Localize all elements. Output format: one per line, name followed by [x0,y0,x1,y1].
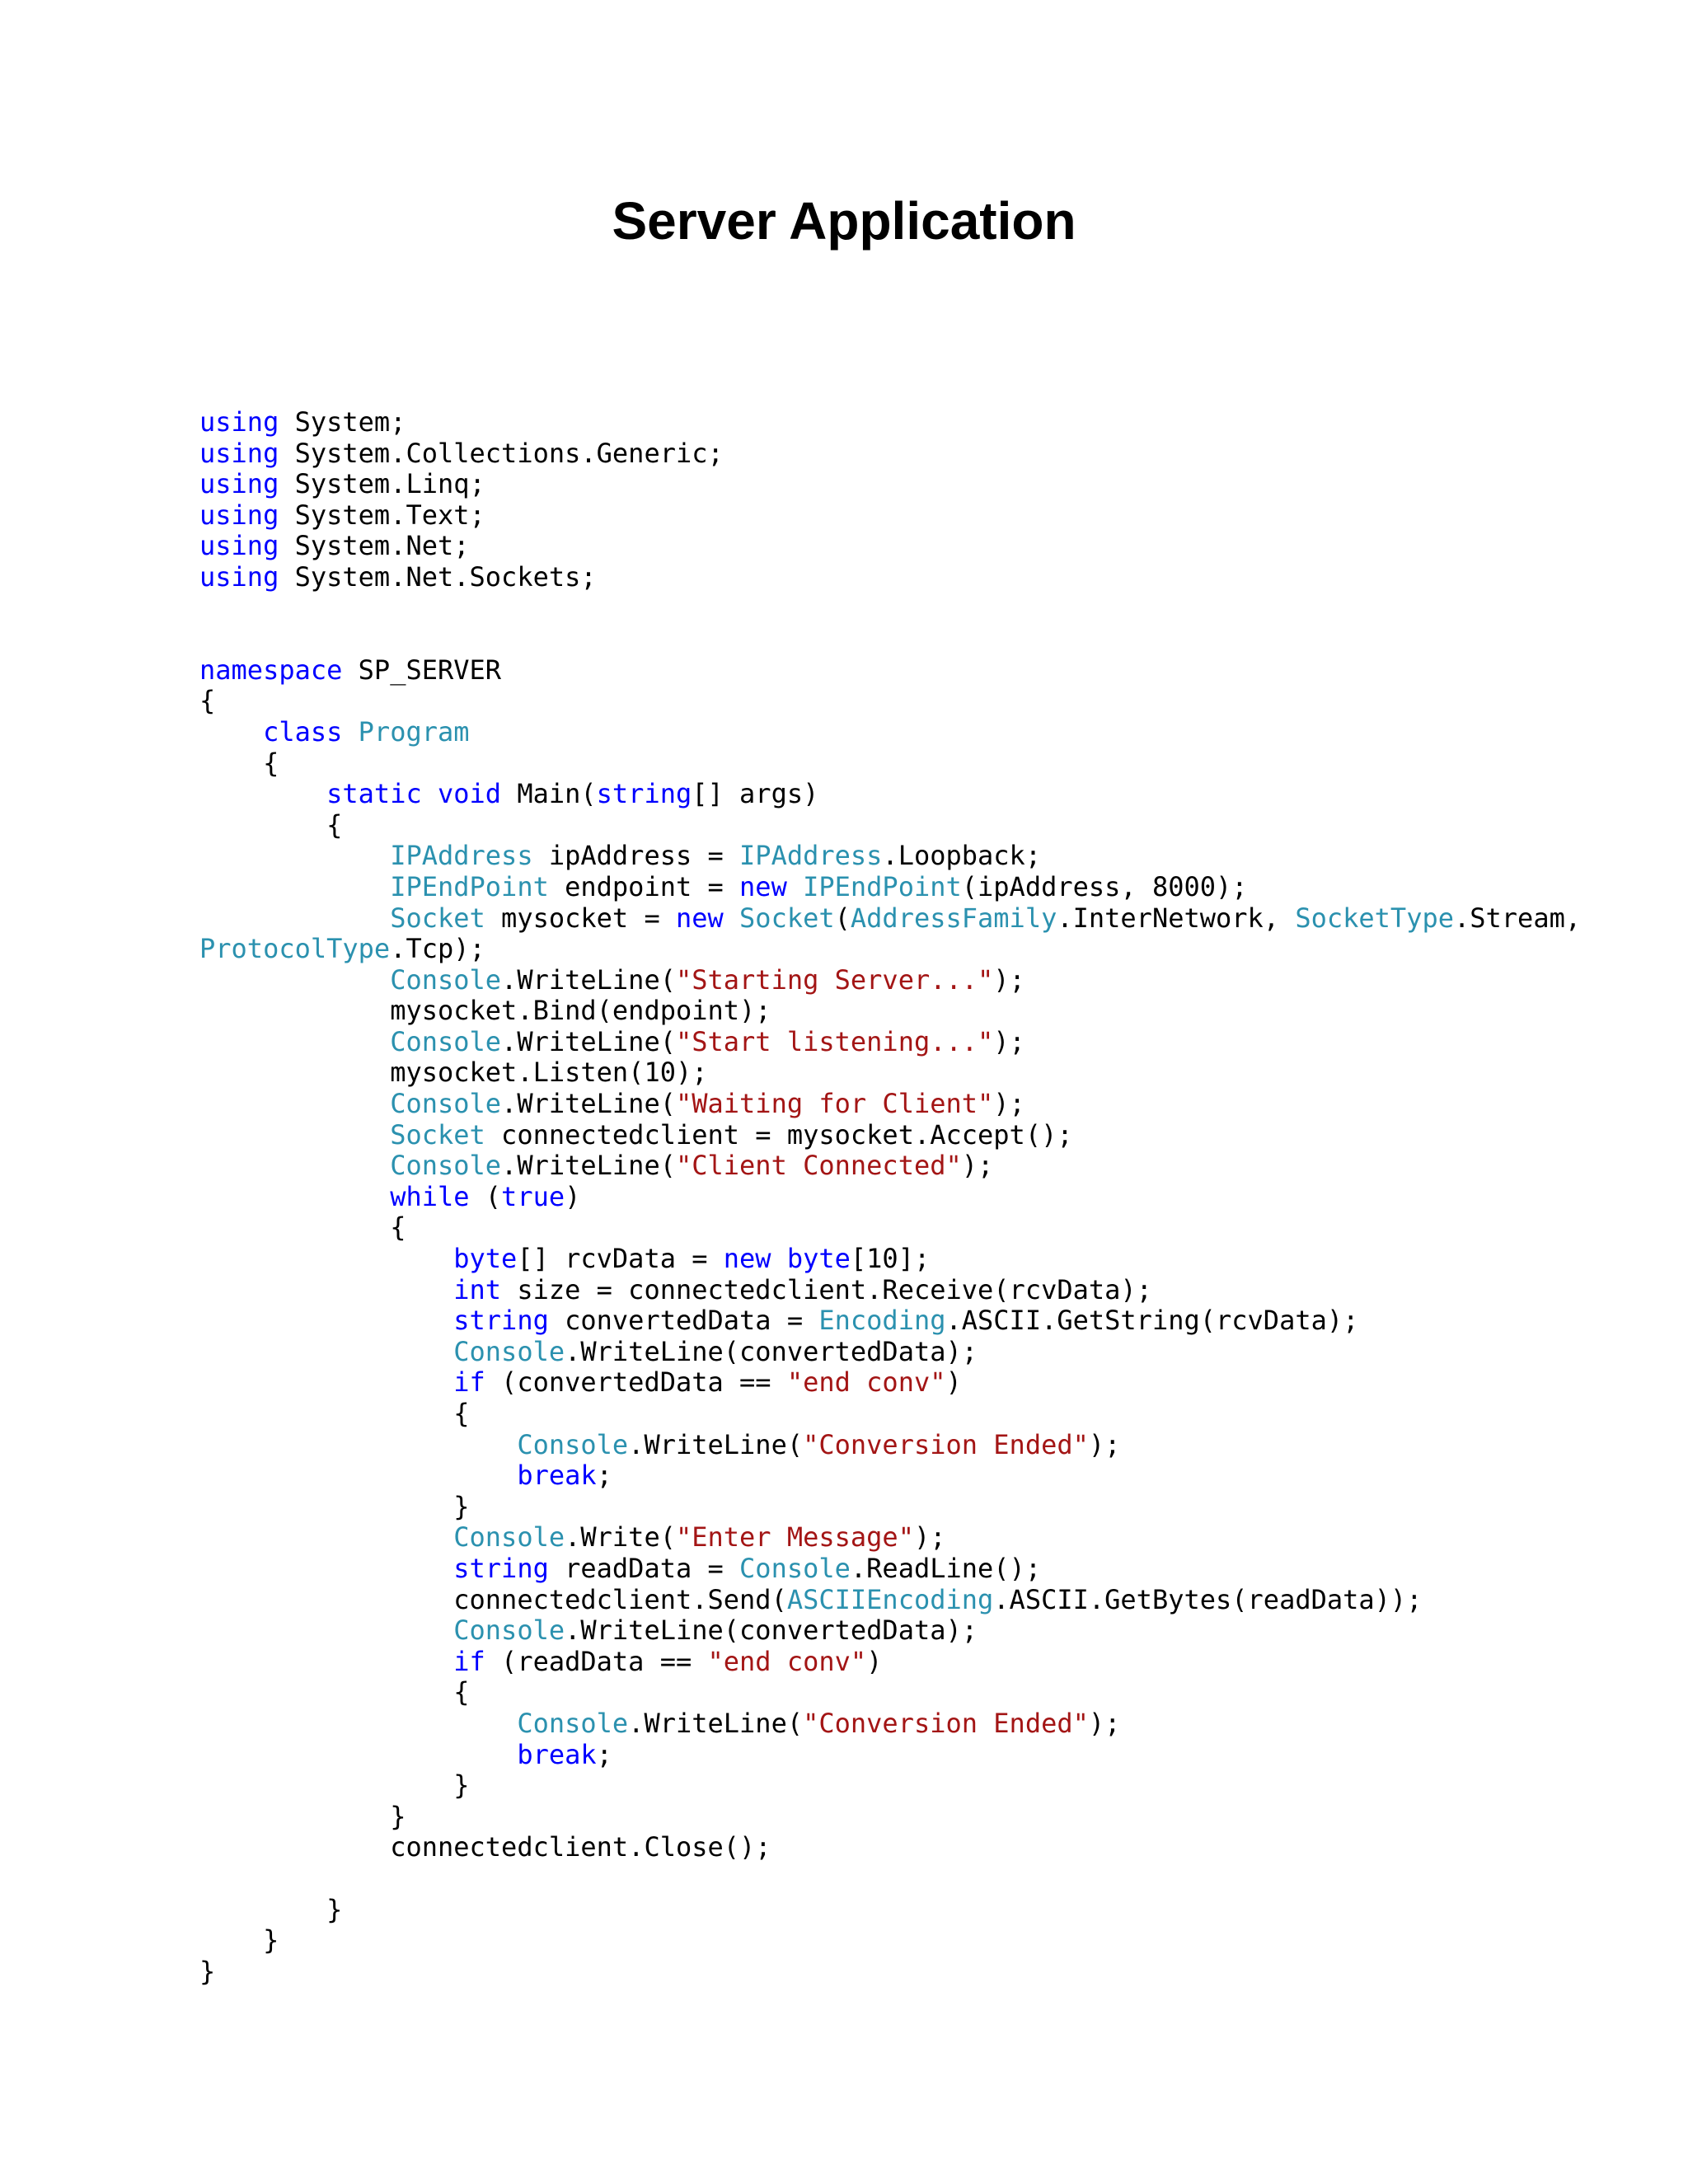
code-text: ; [596,1460,612,1492]
code-keyword: namespace [199,654,343,686]
code-line [199,1057,1683,1089]
code-keyword: int [453,1273,502,1305]
code-line [199,1708,1683,1740]
code-line [199,655,1683,687]
code-text: mysocket.Bind(endpoint); [199,995,771,1027]
code-text: SP_SERVER [342,654,502,686]
code-type-name: Console [390,1025,502,1057]
code-type-name: Console [517,1428,629,1460]
code-text: ); [913,1521,946,1554]
code-type-name: Program [358,715,470,748]
code-text: connectedclient.Close(); [199,1831,771,1863]
code-line [199,1151,1683,1182]
code-line [199,469,1683,500]
code-text: System.Text; [279,499,485,531]
code-text: size = connectedclient.Receive(rcvData); [501,1273,1152,1305]
code-keyword: string [596,778,692,810]
code-keyword: using [199,499,279,531]
code-string: "Enter Message" [675,1521,914,1554]
code-type-name: IPAddress [390,840,533,872]
code-text: .ASCII.GetBytes(readData)); [993,1583,1423,1615]
code-keyword: new [739,870,787,902]
code-line [199,1863,1683,1895]
code-text: .WriteLine( [501,1088,676,1120]
code-text [199,840,390,871]
code-type-name: IPEndPoint [390,870,549,902]
code-text: ); [1088,1707,1121,1739]
code-text [199,1243,453,1274]
code-line [199,1957,1683,1988]
code-text: { [199,1212,406,1244]
code-keyword: string [453,1305,549,1337]
code-text: ( [834,902,851,934]
code-line [199,1120,1683,1151]
code-type-name: Socket [390,1118,485,1151]
code-text: ); [993,1088,1025,1120]
code-keyword: using [199,560,279,593]
code-line [199,407,1683,438]
code-text [199,1615,453,1646]
code-line [199,686,1683,717]
code-keyword: using [199,530,279,562]
code-line [199,1554,1683,1585]
code-line [199,1740,1683,1771]
code-text: Main( [501,778,597,810]
code-listing [199,407,1683,1987]
code-line [199,810,1683,841]
code-text: ( [469,1180,502,1212]
code-line [199,438,1683,470]
code-line [199,1460,1683,1492]
code-keyword: while [390,1180,470,1212]
code-type-name: AddressFamily [850,902,1057,934]
code-text [787,871,803,902]
code-text [199,1739,517,1770]
code-text: .ASCII.GetString(rcvData); [945,1305,1359,1337]
code-keyword: using [199,468,279,500]
code-line [199,1244,1683,1275]
code-keyword: void [437,778,502,810]
code-text: { [199,747,279,779]
code-text [771,1243,787,1274]
code-line [199,1399,1683,1430]
code-line [199,624,1683,655]
code-keyword: class [263,715,343,748]
code-line [199,934,1683,965]
code-type-name: Console [739,1552,851,1584]
code-keyword: string [453,1552,549,1584]
code-keyword: using [199,406,279,438]
code-text [199,1119,390,1151]
code-text [199,1460,517,1491]
code-text: .WriteLine( [628,1707,804,1739]
code-line [199,1089,1683,1120]
code-text: } [199,1800,406,1832]
code-text: ; [596,1738,612,1770]
code-type-name: Socket [739,902,835,934]
code-line [199,1522,1683,1554]
code-text: [10]; [850,1243,931,1275]
code-line [199,1367,1683,1399]
code-text: } [199,1924,279,1957]
code-keyword: using [199,437,279,469]
code-keyword: byte [786,1243,851,1275]
code-keyword: byte [453,1243,518,1275]
code-keyword: static [326,778,422,810]
code-text: .Tcp); [390,933,485,965]
code-type-name: Socket [390,902,485,934]
code-text [199,1336,453,1367]
code-string: "Waiting for Client" [675,1088,994,1120]
code-text: { [199,1398,470,1429]
code-line [199,1677,1683,1708]
code-line [199,1337,1683,1368]
code-text: .WriteLine(convertedData); [565,1335,978,1367]
code-text [199,778,326,809]
code-text: .ReadLine(); [850,1552,1042,1584]
code-text [199,1181,390,1212]
code-keyword: true [501,1180,565,1212]
code-text [199,1646,453,1677]
code-text [199,1305,453,1336]
code-line [199,996,1683,1027]
code-text [422,778,438,809]
code-text [724,902,739,934]
code-line [199,1182,1683,1213]
code-text [199,1521,453,1553]
code-text: ) [866,1645,883,1677]
code-text [199,1366,453,1398]
code-line [199,1895,1683,1926]
code-keyword: new [723,1243,771,1275]
code-line [199,965,1683,996]
code-line [199,1770,1683,1802]
code-text: { [199,1676,470,1708]
code-text: (convertedData == [485,1366,787,1399]
code-text: convertedData = [548,1305,819,1337]
code-text: .WriteLine( [501,963,676,996]
code-keyword: if [453,1645,485,1677]
code-string: "Starting Server..." [675,963,994,996]
code-text: ); [993,1025,1025,1057]
code-line [199,1615,1683,1647]
code-text: (readData == [485,1645,708,1677]
code-text: System.Net.Sockets; [279,560,597,593]
code-type-name: Console [453,1521,565,1554]
code-line [199,872,1683,903]
code-type-name: ASCIIEncoding [786,1583,994,1615]
code-text: connectedclient = mysocket.Accept(); [485,1118,1073,1151]
code-line [199,841,1683,872]
code-keyword: break [517,1460,597,1492]
code-string: "Start listening..." [675,1025,994,1057]
code-line [199,1585,1683,1616]
code-text: { [199,808,343,841]
code-line [199,748,1683,780]
document-title: Server Application [612,191,1076,251]
code-text: mysocket.Listen(10); [199,1057,708,1089]
code-line [199,1275,1683,1306]
code-text: endpoint = [548,870,740,902]
code-text [199,902,390,934]
code-text: .WriteLine( [501,1150,676,1182]
code-type-name: Console [453,1335,565,1367]
code-type-name: IPEndPoint [803,870,962,902]
code-text: System.Linq; [279,468,485,500]
code-text [199,1708,517,1739]
code-line [199,500,1683,532]
code-text: } [199,1893,343,1925]
code-text [342,716,358,748]
code-line [199,1212,1683,1244]
code-line [199,1492,1683,1523]
code-line [199,779,1683,810]
code-text: } [199,1490,470,1522]
code-text: (ipAddress, 8000); [961,870,1248,902]
code-line [199,1430,1683,1461]
code-text: .Loopback; [882,840,1042,872]
code-type-name: SocketType [1295,902,1454,934]
code-text: connectedclient.Send( [199,1583,787,1615]
code-text: ipAddress = [532,840,740,872]
code-type-name: Console [390,1150,502,1182]
code-keyword: new [675,902,724,934]
code-line [199,1305,1683,1337]
code-text: ) [565,1180,581,1212]
code-text: ); [1088,1428,1121,1460]
code-text [199,716,263,748]
code-type-name: Console [390,1088,502,1120]
code-line [199,717,1683,748]
code-text [199,964,390,996]
code-text: System.Net; [279,530,470,562]
code-text [199,1088,390,1119]
code-text: System; [279,406,406,438]
code-type-name: Console [390,963,502,996]
code-text: .Stream, [1453,902,1582,934]
code-type-name: Console [453,1615,565,1647]
code-string: "end conv" [707,1645,867,1677]
code-keyword: break [517,1738,597,1770]
code-line [199,593,1683,625]
code-text: mysocket = [485,902,676,934]
code-text [199,1150,390,1181]
code-text: ); [993,963,1025,996]
code-text [199,1553,453,1584]
code-text [199,871,390,902]
code-text: } [199,1769,470,1802]
code-line [199,1027,1683,1058]
code-text: [] rcvData = [517,1243,724,1275]
code-text [199,1274,453,1305]
code-type-name: IPAddress [739,840,883,872]
code-text: .WriteLine(convertedData); [565,1615,978,1647]
code-text: .WriteLine( [501,1025,676,1057]
code-text: readData = [548,1552,740,1584]
code-text [199,1429,517,1460]
code-text: .InterNetwork, [1057,902,1296,934]
code-string: "end conv" [786,1366,946,1399]
code-text: .Write( [565,1521,676,1554]
code-text [199,1026,390,1057]
code-line [199,903,1683,935]
code-text: .WriteLine( [628,1428,804,1460]
code-line [199,531,1683,562]
code-line [199,1647,1683,1678]
code-text: ) [945,1366,962,1399]
code-text: { [199,685,216,717]
code-text: System.Collections.Generic; [279,437,724,469]
code-string: "Conversion Ended" [803,1428,1089,1460]
code-keyword: if [453,1366,485,1399]
code-line [199,1832,1683,1863]
code-text: } [199,1955,216,1987]
code-type-name: Encoding [818,1305,946,1337]
code-text: [] args) [692,778,819,810]
code-text: ); [961,1150,994,1182]
code-line [199,1925,1683,1957]
code-type-name: ProtocolType [199,933,391,965]
code-string: "Client Connected" [675,1150,962,1182]
code-line [199,562,1683,593]
code-line [199,1802,1683,1833]
code-string: "Conversion Ended" [803,1707,1089,1739]
code-type-name: Console [517,1707,629,1739]
